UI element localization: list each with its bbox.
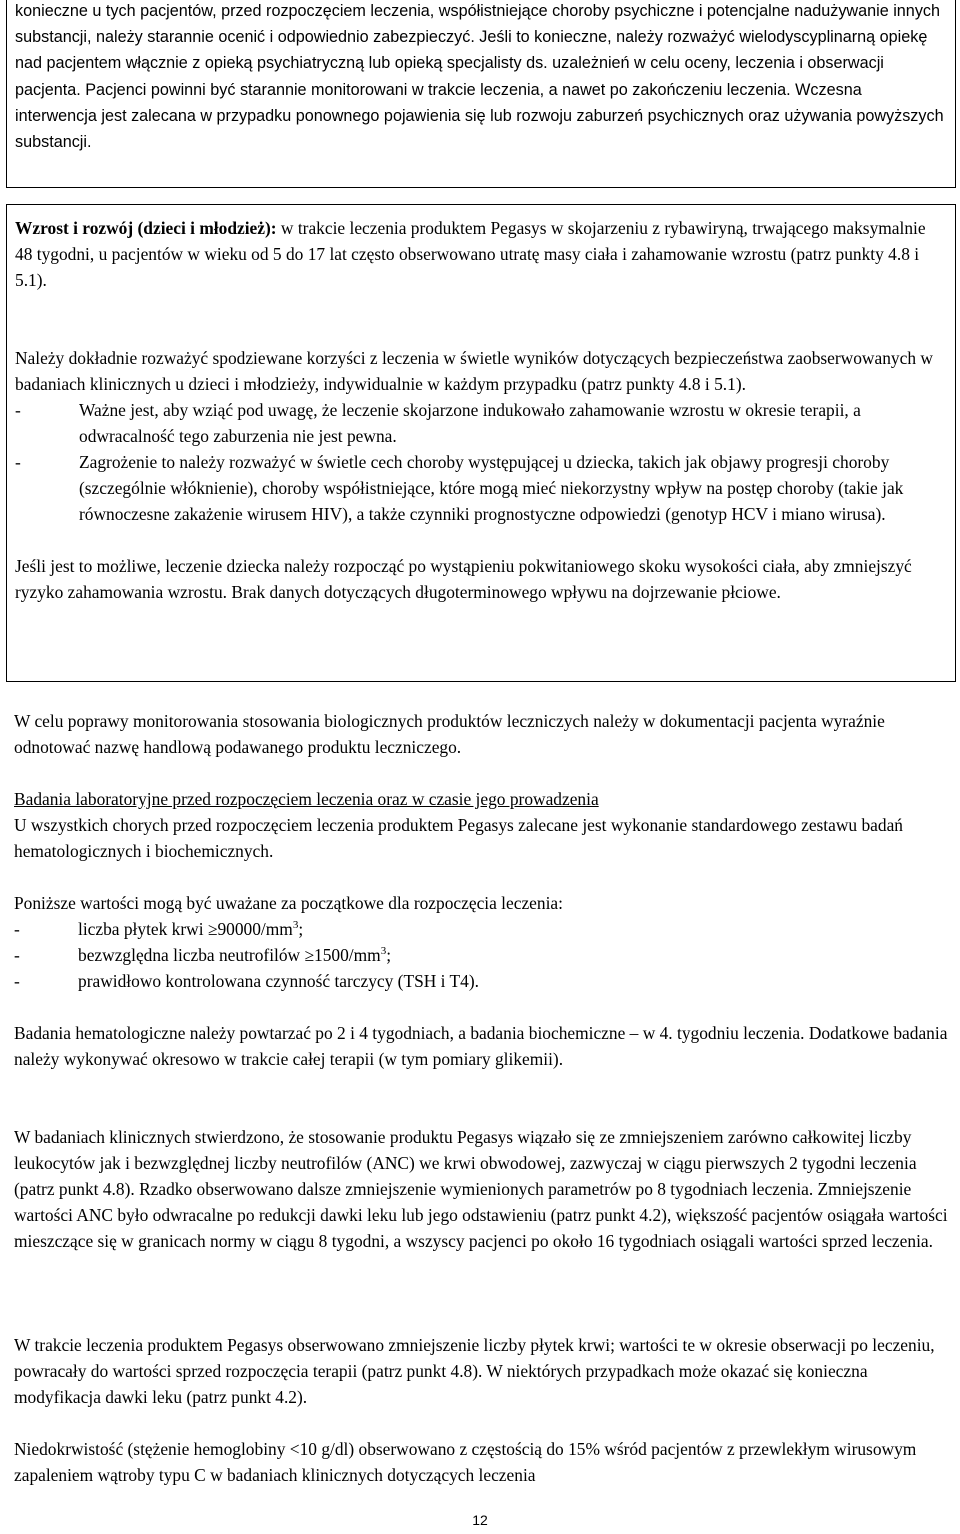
baseline-item-label: prawidłowo kontrolowana czynność tarczycy (TSH i T4). <box>78 971 479 991</box>
page-number: 12 <box>472 1512 488 1528</box>
greater-equal-symbol: ≥ <box>304 945 315 965</box>
growth-development-box <box>6 204 956 682</box>
platelets-paragraph <box>14 1332 954 1410</box>
lab-section-heading: Badania laboratoryjne przed rozpoczęciem leczenia oraz w czasie jego prowadzenia <box>14 789 599 809</box>
bullet-dash: - <box>14 919 20 939</box>
anemia-paragraph <box>14 1436 954 1488</box>
hematology-text: Badania hematologiczne należy powtarzać po 2 i 4 tygodniach, a badania biochemiczne – w 4. tygodniu leczenia. Dodatkowe badania należy wykonywać okresowo w trakcie całej terapii (w tym pomiary glikemii). <box>14 1023 948 1069</box>
psychiatric-warning-box <box>6 0 956 188</box>
lab-section-text: U wszystkich chorych przed rozpoczęciem leczenia produktem Pegasys zalecane jest wykonanie standardowego zestawu badań hematologicznych i biochemicznych. <box>14 815 903 861</box>
baseline-list-item <box>14 942 954 968</box>
bullet-dash: - <box>15 400 21 420</box>
baseline-section <box>14 890 954 994</box>
growth-intro-paragraph <box>15 215 947 293</box>
traceability-text: W celu poprawy monitorowania stosowania biologicznych produktów leczniczych należy w dokumentacji pacjenta wyraźnie odnotować nazwę handlową podawanego produktu leczniczego. <box>14 711 885 757</box>
lab-section <box>14 786 954 864</box>
anc-paragraph <box>14 1124 954 1254</box>
baseline-list-item <box>14 916 954 942</box>
anc-text: W badaniach klinicznych stwierdzono, że stosowanie produktu Pegasys wiązało się ze zmniejszeniem zarówno całkowitej liczby leukocytów jak i bezwzględnej liczby neutrofilów (ANC) we krwi obwodowej, zazwyczaj w ciągu pierwszych 2 tygodni leczenia (patrz punkt 4.8). Rzadko obserwowano dalsze zmniejszenie wymienionych parametrów po 8 tygodniach leczenia. Zmniejszenie wartości ANC było odwracalne po redukcji dawki leku lub jego odstawieniu (patrz punkt 4.2), większość pacjentów osiągała wartości mieszczące się w granicach normy w ciągu 8 tygodni, a wszyscy pacjenci po około 16 tygodniach osiągali wartości sprzed leczenia. <box>14 1127 948 1251</box>
bullet-dash: - <box>15 452 21 472</box>
growth-bullet-item <box>15 397 947 449</box>
growth-bullet-item <box>15 449 947 527</box>
growth-benefit-paragraph: Należy dokładnie rozważyć spodziewane korzyści z leczenia w świetle wyników dotyczących bezpieczeństwa zaobserwowanych w badaniach klinicznych u dzieci i młodzieży, indywidualnie w każdym przypadku (patrz punkty 4.8 i 5.1). <box>15 348 933 394</box>
punctuation: ; <box>386 945 392 965</box>
psychiatric-warning-text: konieczne u tych pacjentów, przed rozpoczęciem leczenia, współistniejące choroby psychiczne i potencjalne nadużywanie innych substancji, należy starannie ocenić i odpowiednio zabezpieczyć. Jeśli to konieczne, należy rozważyć wielodyscyplinarną opiekę nad pacjentem włącznie z opieką psychiatryczną lub opieką specjalisty ds. uzależnień w celu oceny, leczenia i obserwacji pacjenta. Pacjenci powinni być starannie monitorowani w trakcie leczenia, a nawet po zakończeniu leczenia. Wczesna interwencja jest zalecana w przypadku ponownego pojawienia się lub rozwoju zaburzeń psychicznych oraz używania powyższych substancji. <box>15 2 944 152</box>
greater-equal-symbol: ≥ <box>207 919 218 939</box>
superscript: 3 <box>380 945 387 957</box>
growth-intro-text: w trakcie leczenia produktem Pegasys w skojarzeniu z rybawiryną, trwającego maksymalnie 48 tygodni, u pacjentów w wieku od 5 do 17 lat często obserwowano utratę masy ciała i zahamowanie wzrostu (patrz punkty 4.8 i 5.1). <box>15 218 926 290</box>
bullet-dash: - <box>14 945 20 965</box>
anemia-text: Niedokrwistość (stężenie hemoglobiny <10 g/dl) obserwowano z częstością do 15% wśród pacjentów z przewlekłym wirusowym zapaleniem wątroby typu C w badaniach klinicznych dotyczących leczenia <box>14 1439 917 1485</box>
baseline-item-value: 90000/mm <box>217 919 293 939</box>
baseline-item-value: 1500/mm <box>314 945 381 965</box>
growth-heading: Wzrost i rozwój (dzieci i młodzież): <box>15 218 277 238</box>
hematology-paragraph <box>14 1020 954 1072</box>
traceability-paragraph <box>14 708 954 760</box>
baseline-list-item <box>14 968 954 994</box>
bullet-dash: - <box>14 971 20 991</box>
bullet-text: Zagrożenie to należy rozważyć w świetle cech choroby występującej u dziecka, takich jak objawy progresji choroby (szczególnie włóknienie), choroby współistniejące, które mogą mieć niekorzystny wpływ na postęp choroby (takie jak równoczesne zakażenie wirusem HIV), a także czynniki prognostyczne odpowiedzi (genotyp HCV i miano wirusa). <box>79 452 904 524</box>
growth-puberty-paragraph: Jeśli jest to możliwe, leczenie dziecka należy rozpocząć po wystąpieniu pokwitaniowego skoku wysokości ciała, aby zmniejszyć ryzyko zahamowania wzrostu. Brak danych dotyczących długoterminowego wpływu na dojrzewanie płciowe. <box>15 556 912 602</box>
platelets-text: W trakcie leczenia produktem Pegasys obserwowano zmniejszenie liczby płytek krwi; wartości te w okresie obserwacji po leczeniu, powracały do wartości sprzed rozpoczęcia terapii (patrz punkt 4.8). W niektórych przypadkach może okazać się konieczna modyfikacja dawki leku (patrz punkt 4.2). <box>14 1335 935 1407</box>
baseline-item-label: liczba płytek krwi <box>78 919 208 939</box>
baseline-item-label: bezwzględna liczba neutrofilów <box>78 945 305 965</box>
baseline-intro: Poniższe wartości mogą być uważane za początkowe dla rozpoczęcia leczenia: <box>14 893 563 913</box>
superscript: 3 <box>292 919 299 931</box>
punctuation: ; <box>298 919 304 939</box>
bullet-text: Ważne jest, aby wziąć pod uwagę, że leczenie skojarzone indukowało zahamowanie wzrostu w okresie terapii, a odwracalność tego zaburzenia nie jest pewna. <box>79 400 861 446</box>
